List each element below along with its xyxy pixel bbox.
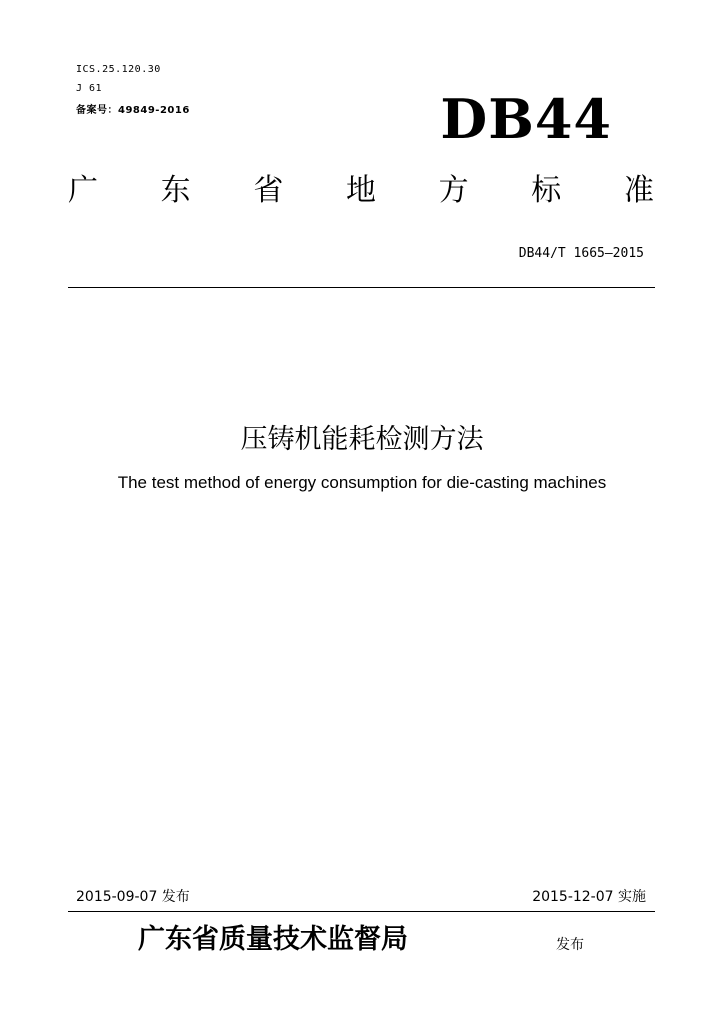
standard-type-char: 标: [531, 173, 562, 208]
top-divider: [68, 287, 655, 288]
standard-type-char: 广: [68, 173, 98, 208]
release-date: 2015-09-07 发布: [76, 889, 190, 905]
standard-type-char: 东: [160, 173, 191, 208]
ics-code: ICS.25.120.30: [76, 64, 161, 75]
bottom-divider: [68, 911, 655, 912]
issue-label: 发布: [556, 937, 584, 953]
record-number: 备案号：49849-2016: [76, 105, 190, 116]
standard-code-db44: DB44: [440, 87, 612, 151]
standard-type-char: 地: [345, 173, 376, 208]
issuing-authority: 广东省质量技术监督局: [138, 924, 408, 955]
standard-number: DB44/T 1665—2015: [518, 246, 644, 261]
document-title-cn: 压铸机能耗检测方法: [240, 424, 484, 455]
standard-type-heading: [68, 173, 654, 208]
document-title-en: The test method of energy consumption for die-casting machines: [117, 473, 607, 492]
implementation-date: 2015-12-07 实施: [532, 889, 646, 905]
standard-type-char: 方: [438, 173, 469, 208]
standard-type-char: 省: [253, 173, 284, 208]
ccs-code: J 61: [76, 83, 103, 94]
standard-type-char: 准: [623, 173, 654, 208]
